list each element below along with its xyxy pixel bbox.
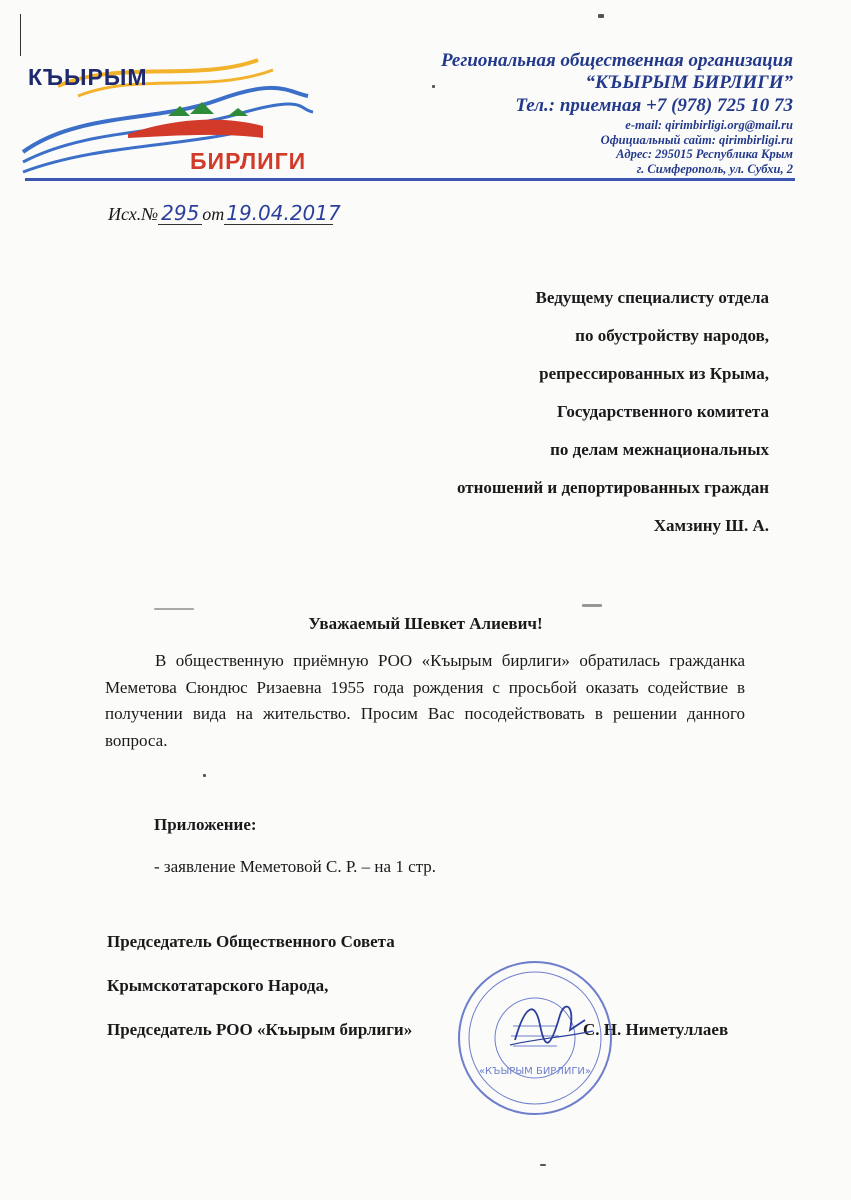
- logo-text-bottom: БИРЛИГИ: [190, 148, 307, 174]
- logo-text-top: КЪЫРЫМ: [28, 64, 148, 90]
- reference-date: 19.04.2017: [226, 201, 341, 225]
- header-divider: [25, 178, 795, 181]
- org-address-line2: г. Симферополь, ул. Субхи, 2: [636, 161, 793, 176]
- addressee-line: репрессированных из Крыма,: [539, 364, 769, 383]
- scan-speck: [432, 85, 435, 88]
- scan-speck: [203, 774, 206, 777]
- stamp-text: «КЪЫРЫМ БИРЛИГИ»: [478, 1066, 592, 1077]
- addressee-line: Государственного комитета: [557, 402, 769, 421]
- signatory-title-line3: Председатель РОО «Къырым бирлиги»: [107, 1020, 413, 1039]
- addressee-block: [289, 284, 769, 550]
- addressee-line: по делам межнациональных: [550, 440, 769, 459]
- scan-speck: [582, 604, 602, 607]
- org-phone: Тел.: приемная +7 (978) 725 10 73: [515, 95, 793, 116]
- appendix-title: Приложение:: [154, 815, 257, 834]
- appendix-item: - заявление Меметовой С. Р. – на 1 стр.: [154, 857, 437, 876]
- reference-number: 295: [158, 202, 202, 225]
- signatory-title-line2: Крымскотатарского Народа,: [107, 976, 329, 995]
- addressee-line: по обустройству народов,: [575, 326, 769, 345]
- org-type: Региональная общественная организация: [441, 50, 793, 71]
- org-address-line1: Адрес: 295015 Республика Крым: [616, 147, 793, 161]
- signature-icon: [505, 995, 595, 1055]
- letter-body: В общественную приёмную РОО «Къырым бирлиги» обратилась гражданка Меметова Сюндюс Ризаевна 1955 года рождения с просьбой оказать содействие в получении вида на жительство. Просим Вас посодействовать в решении данного вопроса.: [105, 651, 745, 750]
- addressee-line: Ведущему специалисту отдела: [535, 288, 769, 307]
- margin-mark: [20, 14, 21, 56]
- organization-logo: [18, 52, 318, 187]
- org-website: Официальный сайт: qirimbirligi.ru: [600, 132, 793, 147]
- org-email: e-mail: qirimbirligi.org@mail.ru: [625, 118, 793, 132]
- organization-details: [353, 50, 793, 176]
- handwritten-signature: [505, 995, 595, 1055]
- outgoing-reference: [108, 201, 341, 225]
- scan-speck: [540, 1164, 546, 1166]
- salutation: Уважаемый Шевкет Алиевич!: [308, 614, 543, 633]
- scan-speck: [154, 608, 194, 610]
- addressee-name: Хамзину Ш. А.: [653, 516, 769, 535]
- signatory-name: С. Н. Ниметуллаев: [583, 1020, 729, 1039]
- scan-speck: [598, 14, 604, 18]
- reference-date-label: от: [202, 204, 225, 224]
- addressee-line: отношений и депортированных граждан: [456, 478, 769, 497]
- signatory-title-line1: Председатель Общественного Совета: [107, 932, 395, 951]
- reference-prefix: Исх.№: [108, 204, 159, 224]
- org-name: “КЪЫРЫМ БИРЛИГИ”: [585, 72, 793, 93]
